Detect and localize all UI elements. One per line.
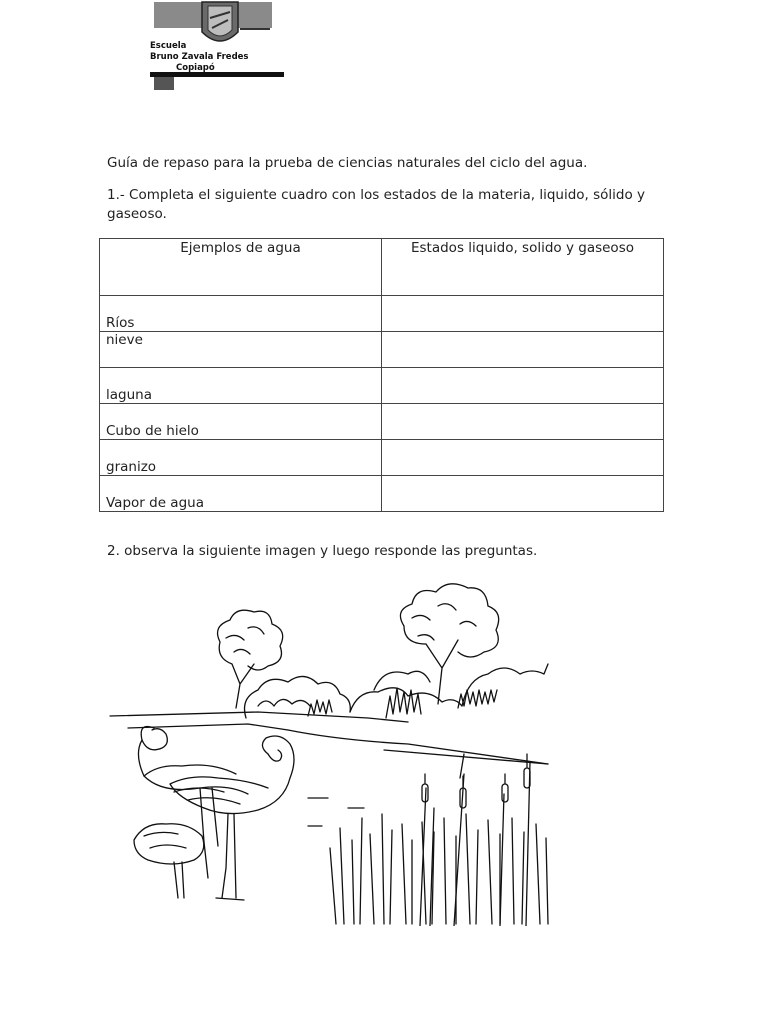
logo-line-1: Escuela	[150, 41, 187, 51]
cell-example: Cubo de hielo	[100, 404, 382, 440]
logo-line-3: Copiapó	[176, 63, 215, 73]
question-2: 2. observa la siguiente imagen y luego responde las preguntas.	[107, 543, 538, 559]
header-states: Estados liquido, solido y gaseoso	[382, 239, 664, 296]
cell-state-answer[interactable]	[382, 440, 664, 476]
cell-state-answer[interactable]	[382, 296, 664, 332]
cell-example: laguna	[100, 368, 382, 404]
cell-state-answer[interactable]	[382, 332, 664, 368]
logo-line-2: Bruno Zavala Fredes	[150, 52, 249, 62]
header-examples: Ejemplos de agua	[100, 239, 382, 296]
guide-heading: Guía de repaso para la prueba de ciencias naturales del ciclo del agua.	[107, 155, 588, 171]
table-row	[100, 440, 664, 476]
table-header-row	[100, 239, 664, 296]
question-1-line-2: gaseoso.	[107, 206, 167, 222]
question-1-line-1: 1.- Completa el siguiente cuadro con los estados de la materia, liquido, sólido y	[107, 187, 646, 203]
table-row	[100, 476, 664, 512]
water-states-table	[99, 238, 664, 512]
school-logo	[140, 0, 286, 92]
cell-state-answer[interactable]	[382, 368, 664, 404]
flamingos-lagoon-illustration	[108, 578, 552, 926]
cell-example: nieve	[100, 332, 382, 368]
cell-state-answer[interactable]	[382, 476, 664, 512]
table-row	[100, 296, 664, 332]
cell-example: Ríos	[100, 296, 382, 332]
cell-example: Vapor de agua	[100, 476, 382, 512]
table-row	[100, 332, 664, 368]
table-row	[100, 368, 664, 404]
cell-state-answer[interactable]	[382, 404, 664, 440]
cell-example: granizo	[100, 440, 382, 476]
table-row	[100, 404, 664, 440]
